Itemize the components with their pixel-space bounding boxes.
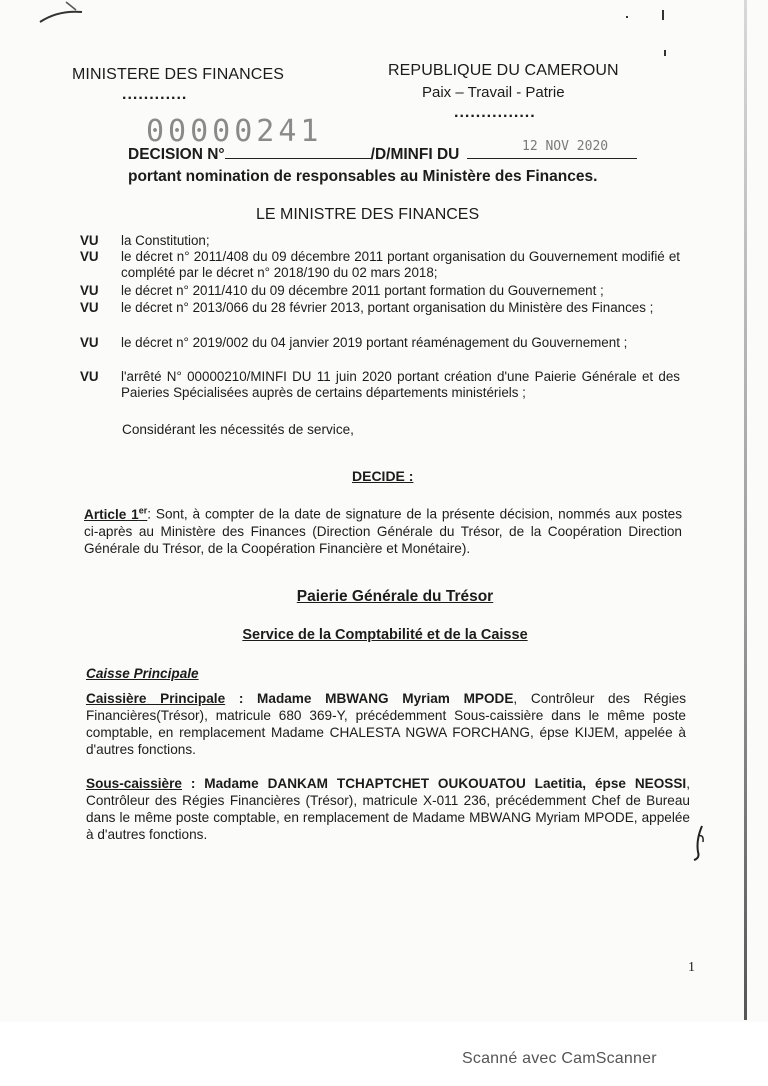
vu-label: VU bbox=[80, 233, 99, 248]
ink-mark bbox=[662, 10, 664, 20]
ink-mark bbox=[626, 16, 628, 18]
article-1-label: Article 1er bbox=[84, 505, 148, 522]
section-title: Paierie Générale du Trésor bbox=[296, 588, 494, 605]
decision-suffix: /D/MINFI DU bbox=[370, 146, 460, 163]
vu-label: VU bbox=[80, 283, 99, 298]
considerant: Considérant les nécessités de service, bbox=[122, 422, 354, 437]
decide-heading: DECIDE : bbox=[352, 468, 414, 484]
paper-edge bbox=[744, 0, 747, 1020]
stamp-number: 00000241 bbox=[146, 114, 323, 149]
page-number: 1 bbox=[688, 960, 695, 975]
republic-header: REPUBLIQUE DU CAMEROUN bbox=[388, 62, 619, 79]
appointment-entry: Caissière Principale : Madame MBWANG Myriam MPODE, Contrôleur des Régies Financières(Trésor), matricule 680 369-Y, précédemment Sous-caissière dans le même poste comptable, en remplacement Madame CHALESTA NGWA FORCHANG, épse KIJEM, appelée à d'autres fonctions. bbox=[86, 691, 686, 757]
vu-item: VU la Constitution; bbox=[80, 233, 210, 248]
appointee-name: MBWANG Myriam MPODE bbox=[325, 691, 514, 706]
article-1-text: : Sont, à compter de la date de signature de la présente décision, nommés aux postes ci-après au Ministère des Finances (Direction Générale du Trésor, de la Coopération Direction Générale du Trésor, de la Coopération Financière et Monétaire). bbox=[84, 506, 682, 556]
initials-mark bbox=[688, 822, 712, 862]
vu-item: VU l'arrêté N° 00000210/MINFI DU 11 juin 2020 portant création d'une Paierie Générale et des Paieries Spécialisées auprès de certains départements ministériels ; bbox=[80, 369, 680, 400]
vu-label: VU bbox=[80, 335, 99, 350]
vu-item: VU le décret n° 2019/002 du 04 janvier 2019 portant réaménagement du Gouvernement ; bbox=[80, 335, 628, 350]
minister-title: LE MINISTRE DES FINANCES bbox=[256, 206, 480, 223]
decision-prefix: DECISION N° bbox=[128, 146, 225, 163]
caisse-title: Caisse Principale bbox=[86, 666, 199, 681]
vu-label: VU bbox=[80, 249, 99, 264]
position-label: Caissière Principale bbox=[86, 691, 226, 706]
pen-scribble bbox=[36, 0, 96, 40]
decision-number-blank bbox=[225, 158, 371, 159]
vu-label: VU bbox=[80, 369, 99, 384]
vu-item: VU le décret n° 2011/410 du 09 décembre 2011 portant formation du Gouvernement ; bbox=[80, 283, 604, 298]
ministry-dots: ............ bbox=[122, 86, 188, 103]
stamp-date: 12 NOV 2020 bbox=[522, 139, 609, 154]
decision-subject: portant nomination de responsables au Ministère des Finances. bbox=[128, 168, 598, 185]
ministry-header: MINISTERE DES FINANCES bbox=[72, 66, 285, 83]
decision-date-blank bbox=[467, 158, 637, 159]
article-1 bbox=[84, 502, 682, 557]
appointment-entry: Sous-caissière : Madame DANKAM TCHAPTCHET OUKOUATOU Laetitia, épse NEOSSI, Contrôleur des Régies Financières (Trésor), matricule X-011 236, précédemment Chef de Bureau dans le même poste comptable, en remplacement de Madame MBWANG Myriam MPODE, appelée à d'autres fonctions. bbox=[86, 776, 690, 842]
scanner-footer: Scanné avec CamScanner bbox=[462, 1050, 657, 1067]
decision-title bbox=[128, 146, 688, 164]
appointee-name: DANKAM TCHAPTCHET OUKOUATOU Laetitia, épse NEOSSI bbox=[267, 776, 687, 791]
service-title: Service de la Comptabilité et de la Caisse bbox=[242, 627, 528, 643]
ink-mark bbox=[664, 50, 666, 56]
republic-dots: ............... bbox=[454, 104, 536, 121]
national-motto: Paix – Travail - Patrie bbox=[422, 84, 565, 101]
vu-item: VU le décret n° 2011/408 du 09 décembre 2011 portant organisation du Gouvernement modifié et complété par le décret n° 2018/190 du 02 mars 2018; bbox=[80, 249, 680, 280]
vu-item: VU le décret n° 2013/066 du 28 février 2013, portant organisation du Ministère des Finances ; bbox=[80, 300, 654, 315]
vu-label: VU bbox=[80, 300, 99, 315]
position-label: Sous-caissière bbox=[86, 776, 182, 791]
